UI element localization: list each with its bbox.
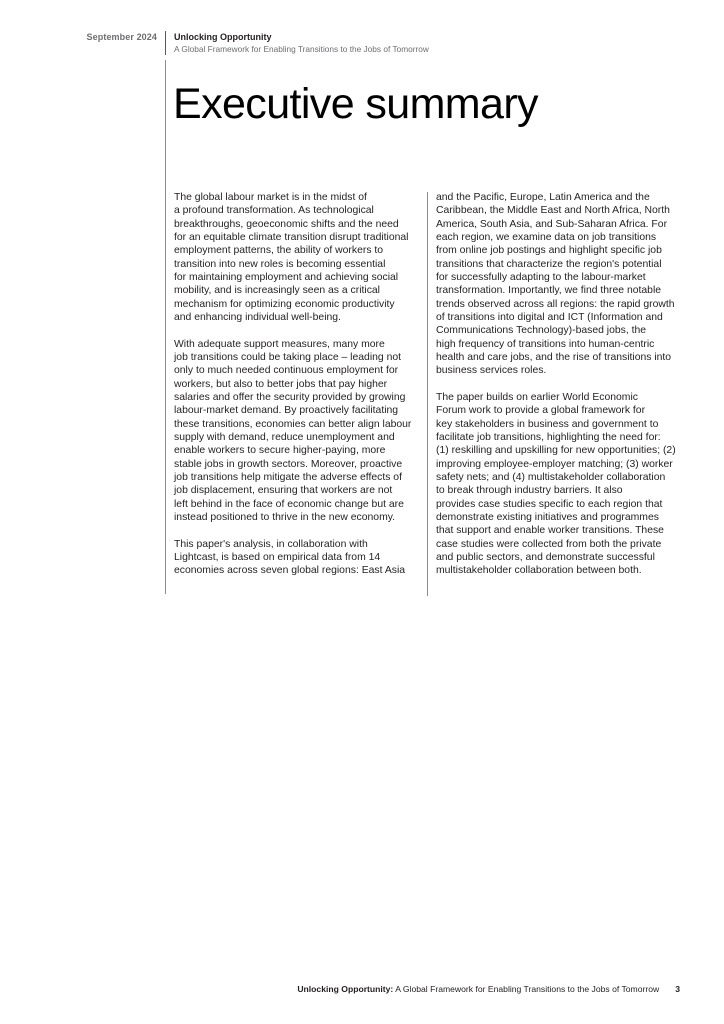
text-line: breakthroughs, geoeconomic shifts and the need [174,218,399,230]
page-footer [297,984,680,994]
text-line: and public sectors, and demonstrate successful [436,551,655,563]
body-paragraph [174,191,420,324]
text-line: Lightcast, is based on empirical data from 14 [174,551,381,563]
text-line: business services roles. [436,365,547,377]
text-line: health and care jobs, and the rise of transitions into [436,351,672,363]
text-line: left behind in the face of economic change but are [174,498,404,510]
text-line: job displacement, ensuring that workers are not [174,485,393,497]
header-report-subtitle: A Global Framework for Enabling Transitions to the Jobs of Tomorrow [174,44,429,54]
text-line: from online job postings and highlight specific job [436,245,662,257]
text-line: safety nets; and (4) multistakeholder collaboration [436,471,666,483]
text-line: This paper's analysis, in collaboration with [174,538,368,550]
text-line: (1) reskilling and upskilling for new opportunities; (2) [436,445,676,457]
text-line: high frequency of transitions into human-centric [436,338,655,350]
body-paragraph [436,191,686,378]
text-line: multistakeholder collaboration between both. [436,565,642,577]
text-line: Communications Technology)-based jobs, the [436,325,647,337]
text-line: for an equitable climate transition disrupt traditional [174,231,409,243]
text-line: enable workers to secure higher-paying, more [174,445,386,457]
text-line: instead positioned to thrive in the new economy. [174,511,396,523]
text-line: The global labour market is in the midst of [174,192,367,203]
text-line: of transitions into digital and ICT (Information and [436,311,663,323]
header-report-title: Unlocking Opportunity [174,32,272,42]
text-line: employment patterns, the ability of workers to [174,245,384,257]
body-column-right [436,191,686,591]
body-paragraph [174,538,420,578]
text-line: economies across seven global regions: East Asia [174,565,406,577]
text-line: and the Pacific, Europe, Latin America and the [436,192,650,203]
text-line: supply with demand, reduce unemployment and [174,431,395,443]
column-divider [427,192,428,596]
text-line: mechanism for optimizing economic productivity [174,298,395,310]
text-line: job transitions could be taking place – leading not [174,351,402,363]
text-line: transition into new roles is becoming essential [174,258,386,270]
footer-report-subtitle: A Global Framework for Enabling Transitions to the Jobs of Tomorrow [393,984,660,994]
body-paragraph [174,338,420,525]
text-line: and enhancing individual well-being. [174,311,341,323]
text-line: transitions that characterize the region's potential [436,258,662,270]
text-line: facilitate job transitions, highlighting the need for: [436,431,661,443]
text-line: for successfully adapting to the labour-market [436,271,646,283]
text-line: mobility, and is increasingly seen as a critical [174,285,380,297]
text-line: America, South Asia, and Sub-Saharan Africa. For [436,218,668,230]
header-date: September 2024 [86,32,157,42]
text-line: With adequate support measures, many more [174,338,385,350]
text-line: a profound transformation. As technological [174,205,374,217]
text-line: transformation. Importantly, we find three notable [436,285,662,297]
body-paragraph [436,391,686,578]
text-line: key stakeholders in business and government to [436,418,659,430]
header-divider [165,31,166,55]
footer-report-title: Unlocking Opportunity: [297,984,394,994]
text-line: Forum work to provide a global framework for [436,405,646,417]
text-line: workers, but also to better jobs that pay higher [174,378,388,390]
text-line: only to much needed continuous employment for [174,365,399,377]
text-line: case studies were collected from both the private [436,538,662,550]
body-column-left [174,191,420,591]
text-line: job transitions help mitigate the adverse effects of [174,471,402,483]
text-line: provides case studies specific to each region that [436,498,663,510]
text-line: for maintaining employment and achieving social [174,271,399,283]
text-line: labour-market demand. By proactively facilitating [174,405,399,417]
page-title: Executive summary [173,80,538,128]
text-line: to break through industry barriers. It also [436,485,623,497]
text-line: demonstrate existing initiatives and programmes [436,511,659,523]
text-line: The paper builds on earlier World Economic [436,391,638,403]
text-line: salaries and offer the security provided by growing [174,391,406,403]
text-line: trends observed across all regions: the rapid growth [436,298,675,310]
text-line: improving employee-employer matching; (3) worker [436,458,673,470]
text-line: stable jobs in growth sectors. Moreover, proactive [174,458,403,470]
text-line: that support and enable worker transitions. These [436,525,664,537]
page-number: 3 [675,984,680,994]
text-line: each region, we examine data on job transitions [436,231,657,243]
margin-rule [165,60,166,594]
text-line: Caribbean, the Middle East and North Africa, North [436,205,670,217]
text-line: these transitions, economies can better align labour [174,418,412,430]
